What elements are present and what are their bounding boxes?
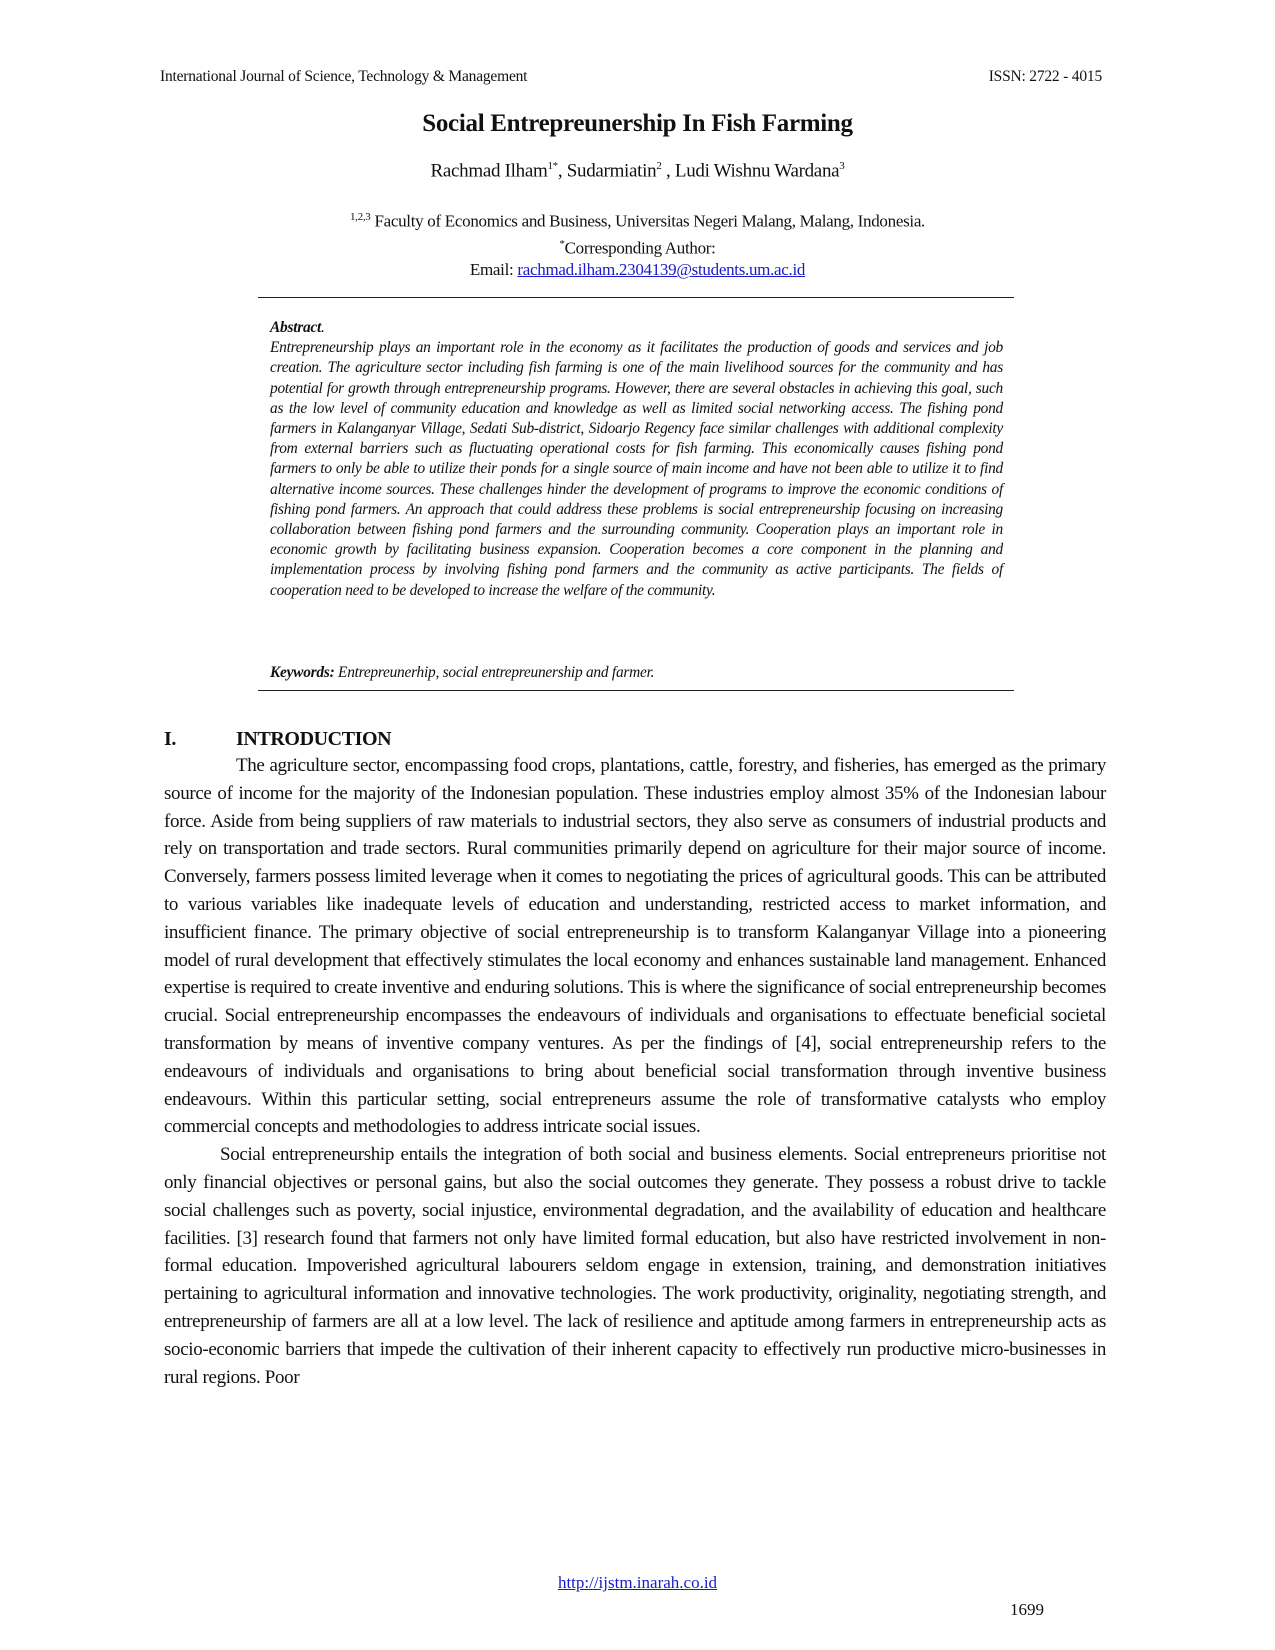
affiliation-sup: 1,2,3 (349, 211, 371, 223)
abstract-top-rule (258, 297, 1014, 298)
author-sup: 1* (547, 160, 558, 172)
section-number: I. (164, 728, 176, 750)
paper-title: Social Entrepreunership In Fish Farming (422, 110, 853, 137)
abstract-text: Entrepreneurship plays an important role in the economy as it facilitates the production of goods and services and job creation. The agriculture sector including fish farming is one of the main livelihood sources for the community and has potential for growth through entrepreneurship programs. However, there are several obstacles in achieving this goal, such as the low level of community education and knowledge as well as limited social networking access. The fishing pond farmers in Kalanganyar Village, Sedati Sub-district, Sidoarjo Regency face similar challenges with additional complexity from external barriers such as fluctuating operational costs for fish farming. This economically causes fishing pond farmers to only be able to utilize their ponds for a single source of main income and have not been able to utilize it to find alternative income sources. These challenges hinder the development of programs to improve the economic conditions of fishing pond farmers. An approach that could address these problems is social entrepreneurship focusing on increasing collaboration between fishing pond farmers and the surrounding community. Cooperation plays an important role in economic growth by facilitating business expansion. Cooperation becomes a core component in the planning and implementation process by involving fishing pond farmers and the community as active participants. The fields of cooperation need to be developed to increase the welfare of the community. (270, 339, 1003, 599)
journal-name: International Journal of Science, Technology & Management (160, 68, 528, 85)
corresponding-sup: * (559, 237, 565, 250)
author-name: Sudarmiatin (566, 160, 657, 182)
abstract-bottom-rule (258, 690, 1014, 691)
paragraph: The agriculture sector, encompassing food crops, plantations, cattle, forestry, and fisheries, has emerged as the primary source of income for the majority of the Indonesian population. These industries employ almost 35% of the Indonesian labour force. Aside from being suppliers of raw materials to industrial sectors, they also serve as consumers of industrial products and rely on transportation and trade sectors. Rural communities primarily depend on agriculture for their major source of income. Conversely, farmers possess limited leverage when it comes to negotiating the prices of agricultural goods. This can be attributed to various variables like inadequate levels of education and understanding, restricted access to market information, and insufficient finance. The primary objective of social entrepreneurship is to transform Kalanganyar Village into a pioneering model of rural development that effectively stimulates the local economy and enhances sustainable land management. Enhanced expertise is required to create inventive and enduring solutions. This is where the significance of social entrepreneurship becomes crucial. Social entrepreneurship encompasses the endeavours of individuals and organisations to effectuate beneficial societal transformation by means of inventive company ventures. As per the findings of [4], social entrepreneurship refers to the endeavours of individuals and organisations to bring about beneficial social transformation through inventive business endeavours. Within this particular setting, social entrepreneurs assume the role of transformative catalysts who employ commercial concepts and methodologies to address intricate social issues. (164, 755, 1106, 1138)
keywords-text: Entrepreunerhip, social entrepreunership and farmer. (334, 664, 655, 681)
email-link[interactable]: rachmad.ilham.2304139@students.um.ac.id (517, 260, 806, 280)
running-header (160, 68, 1102, 86)
issn: ISSN: 2722 - 4015 (988, 68, 1102, 85)
section-heading (164, 728, 391, 751)
corresponding-label: Corresponding Author: (564, 238, 716, 258)
affiliation-block (0, 206, 1275, 281)
section-body (164, 752, 1106, 1391)
abstract-heading-punct: . (321, 319, 325, 336)
author-list: Rachmad Ilham$^{1*}$, Sudarmiatin$^2$ , Ludi Wishnu Wardana$^3$ (430, 160, 845, 182)
abstract-heading: Abstract (270, 319, 322, 336)
affiliation: Faculty of Economics and Business, Universitas Negeri Malang, Malang, Indonesia. (374, 211, 926, 231)
footer (0, 1573, 1275, 1593)
author-name: Ludi Wishnu Wardana (674, 160, 840, 182)
keywords (270, 664, 1003, 682)
paragraph: Social entrepreneurship entails the integration of both social and business elements. Social entrepreneurs prioritise not only financial objectives or personal gains, but also the social outcomes they generate. They possess a robust drive to tackle social challenges such as poverty, social injustice, environmental degradation, and the availability of education and healthcare facilities. [3] research found that farmers not only have limited formal education, but also have restricted involvement in non-formal education. Impoverished agricultural labourers seldom engage in extension, training, and demonstration initiatives pertaining to agricultural information and innovative technologies. The work productivity, originality, negotiating strength, and entrepreneurship of farmers are all at a low level. The lack of resilience and aptitude among farmers in entrepreneurship acts as socio-economic barriers that impede the cultivation of their inherent capacity to effectively run productive micro-businesses in rural regions. Poor (164, 1144, 1106, 1388)
section-title: INTRODUCTION (236, 728, 392, 750)
author-sup: 3 (839, 160, 845, 172)
email-label: Email: (469, 260, 518, 280)
journal-url-link[interactable]: http://ijstm.inarah.co.id (557, 1573, 718, 1592)
abstract (270, 318, 1003, 601)
page-number: 1699 (1010, 1600, 1044, 1619)
author-sup: 2 (656, 160, 662, 172)
author-name: Rachmad Ilham (430, 160, 548, 182)
keywords-label: Keywords: (270, 664, 335, 681)
